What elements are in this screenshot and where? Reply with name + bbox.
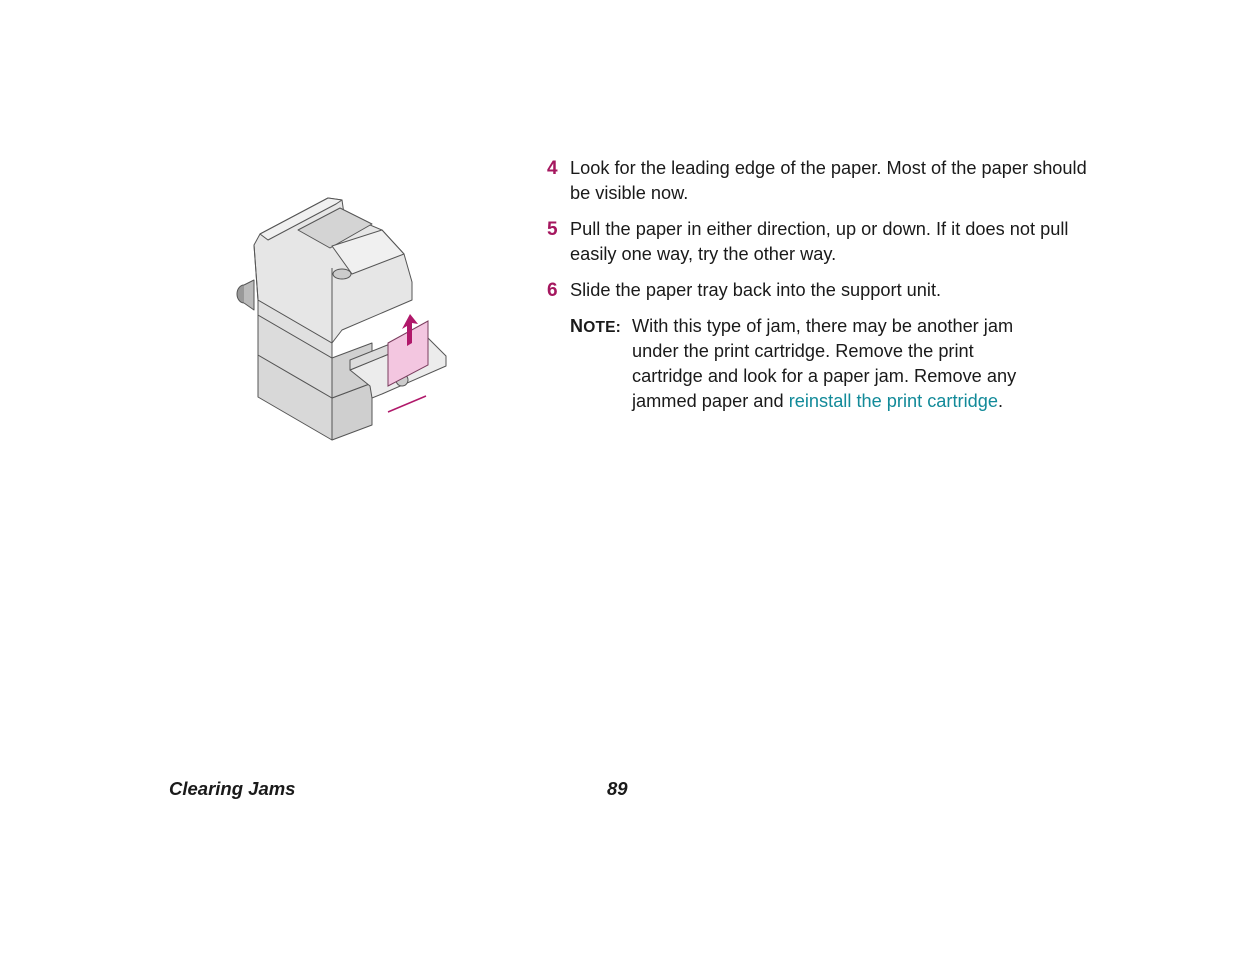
reinstall-cartridge-link[interactable]: reinstall the print cartridge: [788, 391, 998, 411]
note-label: NOTE:: [570, 316, 622, 336]
note-block: [570, 314, 1032, 414]
step-number: 4: [547, 158, 558, 179]
instruction-steps: [545, 156, 1105, 414]
step-text: Look for the leading edge of the paper. Most of the paper should be visible now.: [570, 158, 1087, 203]
step-number: 5: [547, 219, 558, 240]
printer-paper-jam-illustration: [232, 190, 454, 446]
footer-section-title: Clearing Jams: [169, 778, 296, 799]
note-text-end: .: [997, 391, 1004, 411]
step-5: [545, 217, 1105, 267]
note-text: With this type of jam, there may be another jam under the print cartridge. Remove the print cartridge and look for a paper jam. Remove any jammed paper and: [632, 316, 1017, 411]
step-6: [545, 278, 1105, 303]
step-4: [545, 156, 1105, 206]
step-text: Pull the paper in either direction, up or down. If it does not pull easily one way, try the other way.: [570, 219, 1069, 264]
step-number: 6: [547, 280, 558, 301]
footer-page-number: 89: [607, 778, 628, 799]
step-text: Slide the paper tray back into the support unit.: [570, 280, 942, 300]
